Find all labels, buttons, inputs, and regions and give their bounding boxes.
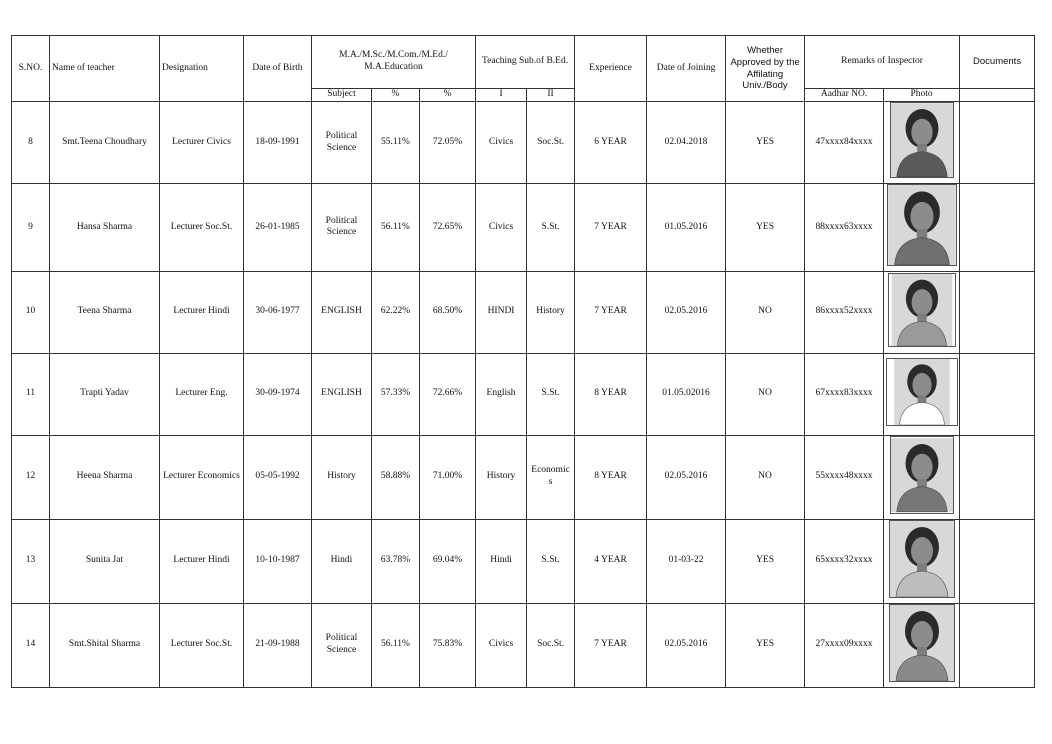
cell-dob: 18-09-1991 (244, 102, 312, 184)
cell-experience: 8 YEAR (575, 353, 647, 435)
cell-dob: 26-01-1985 (244, 184, 312, 272)
header-name: Name of teacher (50, 36, 160, 102)
cell-aadhar: 27xxxx09xxxx (805, 603, 884, 687)
cell-sno: 9 (12, 184, 50, 272)
cell-documents (960, 603, 1035, 687)
cell-designation: Lecturer Soc.St. (160, 603, 244, 687)
cell-documents (960, 519, 1035, 603)
header-aadhar: Aadhar NO. (805, 89, 884, 102)
cell-experience: 4 YEAR (575, 519, 647, 603)
teacher-photo (886, 358, 958, 426)
cell-photo (884, 271, 960, 353)
cell-designation: Lecturer Hindi (160, 519, 244, 603)
header-ma-subject: Subject (312, 89, 372, 102)
cell-pct2: 72.65% (420, 184, 476, 272)
cell-experience: 7 YEAR (575, 603, 647, 687)
cell-sno: 12 (12, 435, 50, 519)
header-teaching-1: I (476, 89, 527, 102)
table-row (12, 603, 1035, 687)
cell-designation: Lecturer Economics (160, 435, 244, 519)
cell-name: Heena Sharma (50, 435, 160, 519)
table-row (12, 353, 1035, 435)
cell-approved: NO (726, 271, 805, 353)
header-teaching-group: Teaching Sub.of B.Ed. (476, 36, 575, 89)
cell-designation: Lecturer Hindi (160, 271, 244, 353)
header-approved: Whether Approved by the Affilating Univ./Body (726, 36, 805, 102)
cell-sno: 14 (12, 603, 50, 687)
cell-teaching-2: S.St. (527, 519, 575, 603)
cell-teaching-2: S.St. (527, 353, 575, 435)
teacher-photo (887, 184, 957, 266)
cell-name: Smt.Teena Choudhary (50, 102, 160, 184)
cell-pct2: 68.50% (420, 271, 476, 353)
table-row (12, 184, 1035, 272)
cell-name: Smt.Shital Sharma (50, 603, 160, 687)
cell-doj: 02.05.2016 (647, 271, 726, 353)
cell-experience: 7 YEAR (575, 184, 647, 272)
cell-pct1: 55.11% (372, 102, 420, 184)
cell-doj: 01.05.02016 (647, 353, 726, 435)
header-dob: Date of Birth (244, 36, 312, 102)
cell-dob: 30-06-1977 (244, 271, 312, 353)
cell-aadhar: 86xxxx52xxxx (805, 271, 884, 353)
header-experience: Experience (575, 36, 647, 102)
table-row (12, 519, 1035, 603)
table-row (12, 271, 1035, 353)
teacher-photo (888, 273, 956, 347)
cell-name: Hansa Sharma (50, 184, 160, 272)
header-documents: Documents (960, 36, 1035, 89)
cell-pct1: 56.11% (372, 603, 420, 687)
header-remarks: Remarks of Inspector (805, 36, 960, 89)
cell-documents (960, 184, 1035, 272)
teacher-photo (889, 604, 955, 682)
cell-doj: 02.05.2016 (647, 603, 726, 687)
cell-approved: YES (726, 603, 805, 687)
cell-teaching-2: Economic s (527, 435, 575, 519)
cell-aadhar: 88xxxx63xxxx (805, 184, 884, 272)
cell-photo (884, 603, 960, 687)
cell-teaching-2: Soc.St. (527, 603, 575, 687)
cell-photo (884, 184, 960, 272)
table-row (12, 435, 1035, 519)
cell-designation: Lecturer Eng. (160, 353, 244, 435)
cell-aadhar: 67xxxx83xxxx (805, 353, 884, 435)
cell-aadhar: 47xxxx84xxxx (805, 102, 884, 184)
cell-pct1: 58.88% (372, 435, 420, 519)
cell-pct2: 69.04% (420, 519, 476, 603)
cell-doj: 01-03-22 (647, 519, 726, 603)
cell-sno: 8 (12, 102, 50, 184)
header-ma-pct2: % (420, 89, 476, 102)
cell-photo (884, 519, 960, 603)
cell-teaching-1: Civics (476, 603, 527, 687)
cell-subject: Hindi (312, 519, 372, 603)
cell-teaching-2: Soc.St. (527, 102, 575, 184)
header-ma-pct1: % (372, 89, 420, 102)
table-row (12, 102, 1035, 184)
cell-teaching-2: History (527, 271, 575, 353)
cell-teaching-1: Hindi (476, 519, 527, 603)
cell-experience: 6 YEAR (575, 102, 647, 184)
cell-subject: ENGLISH (312, 271, 372, 353)
cell-doj: 02.04.2018 (647, 102, 726, 184)
cell-experience: 7 YEAR (575, 271, 647, 353)
cell-aadhar: 55xxxx48xxxx (805, 435, 884, 519)
header-designation: Designation (160, 36, 244, 102)
header-doj: Date of Joining (647, 36, 726, 102)
cell-approved: NO (726, 435, 805, 519)
cell-designation: Lecturer Civics (160, 102, 244, 184)
cell-dob: 30-09-1974 (244, 353, 312, 435)
cell-aadhar: 65xxxx32xxxx (805, 519, 884, 603)
cell-pct1: 56.11% (372, 184, 420, 272)
cell-sno: 13 (12, 519, 50, 603)
cell-pct2: 75.83% (420, 603, 476, 687)
cell-name: Sunita Jat (50, 519, 160, 603)
teacher-photo (890, 436, 954, 514)
cell-name: Teena Sharma (50, 271, 160, 353)
cell-pct2: 72.66% (420, 353, 476, 435)
cell-teaching-2: S.St. (527, 184, 575, 272)
header-photo: Photo (884, 89, 960, 102)
cell-teaching-1: Civics (476, 184, 527, 272)
header-teaching-2: II (527, 89, 575, 102)
cell-approved: YES (726, 519, 805, 603)
cell-dob: 10-10-1987 (244, 519, 312, 603)
cell-approved: YES (726, 184, 805, 272)
cell-pct1: 63.78% (372, 519, 420, 603)
cell-pct2: 71.00% (420, 435, 476, 519)
cell-approved: YES (726, 102, 805, 184)
cell-subject: Political Science (312, 184, 372, 272)
cell-dob: 21-09-1988 (244, 603, 312, 687)
cell-subject: Political Science (312, 603, 372, 687)
cell-photo (884, 102, 960, 184)
cell-sno: 11 (12, 353, 50, 435)
cell-documents (960, 353, 1035, 435)
cell-approved: NO (726, 353, 805, 435)
cell-doj: 02.05.2016 (647, 435, 726, 519)
cell-pct2: 72.05% (420, 102, 476, 184)
cell-documents (960, 435, 1035, 519)
header-ma-group: M.A./M.Sc./M.Com./M.Ed./ M.A.Education (312, 36, 476, 89)
cell-doj: 01.05.2016 (647, 184, 726, 272)
cell-designation: Lecturer Soc.St. (160, 184, 244, 272)
header-sno: S.NO. (12, 36, 50, 102)
cell-documents (960, 271, 1035, 353)
header-documents-sub (960, 89, 1035, 102)
cell-experience: 8 YEAR (575, 435, 647, 519)
cell-subject: Political Science (312, 102, 372, 184)
cell-pct1: 57.33% (372, 353, 420, 435)
cell-pct1: 62.22% (372, 271, 420, 353)
cell-name: Trapti Yadav (50, 353, 160, 435)
cell-photo (884, 435, 960, 519)
cell-teaching-1: History (476, 435, 527, 519)
cell-subject: History (312, 435, 372, 519)
teacher-table (11, 35, 1035, 688)
teacher-photo (889, 520, 955, 598)
teacher-photo (890, 102, 954, 178)
cell-photo (884, 353, 960, 435)
cell-dob: 05-05-1992 (244, 435, 312, 519)
cell-documents (960, 102, 1035, 184)
cell-teaching-1: HINDI (476, 271, 527, 353)
cell-sno: 10 (12, 271, 50, 353)
cell-teaching-1: Civics (476, 102, 527, 184)
cell-teaching-1: English (476, 353, 527, 435)
cell-subject: ENGLISH (312, 353, 372, 435)
